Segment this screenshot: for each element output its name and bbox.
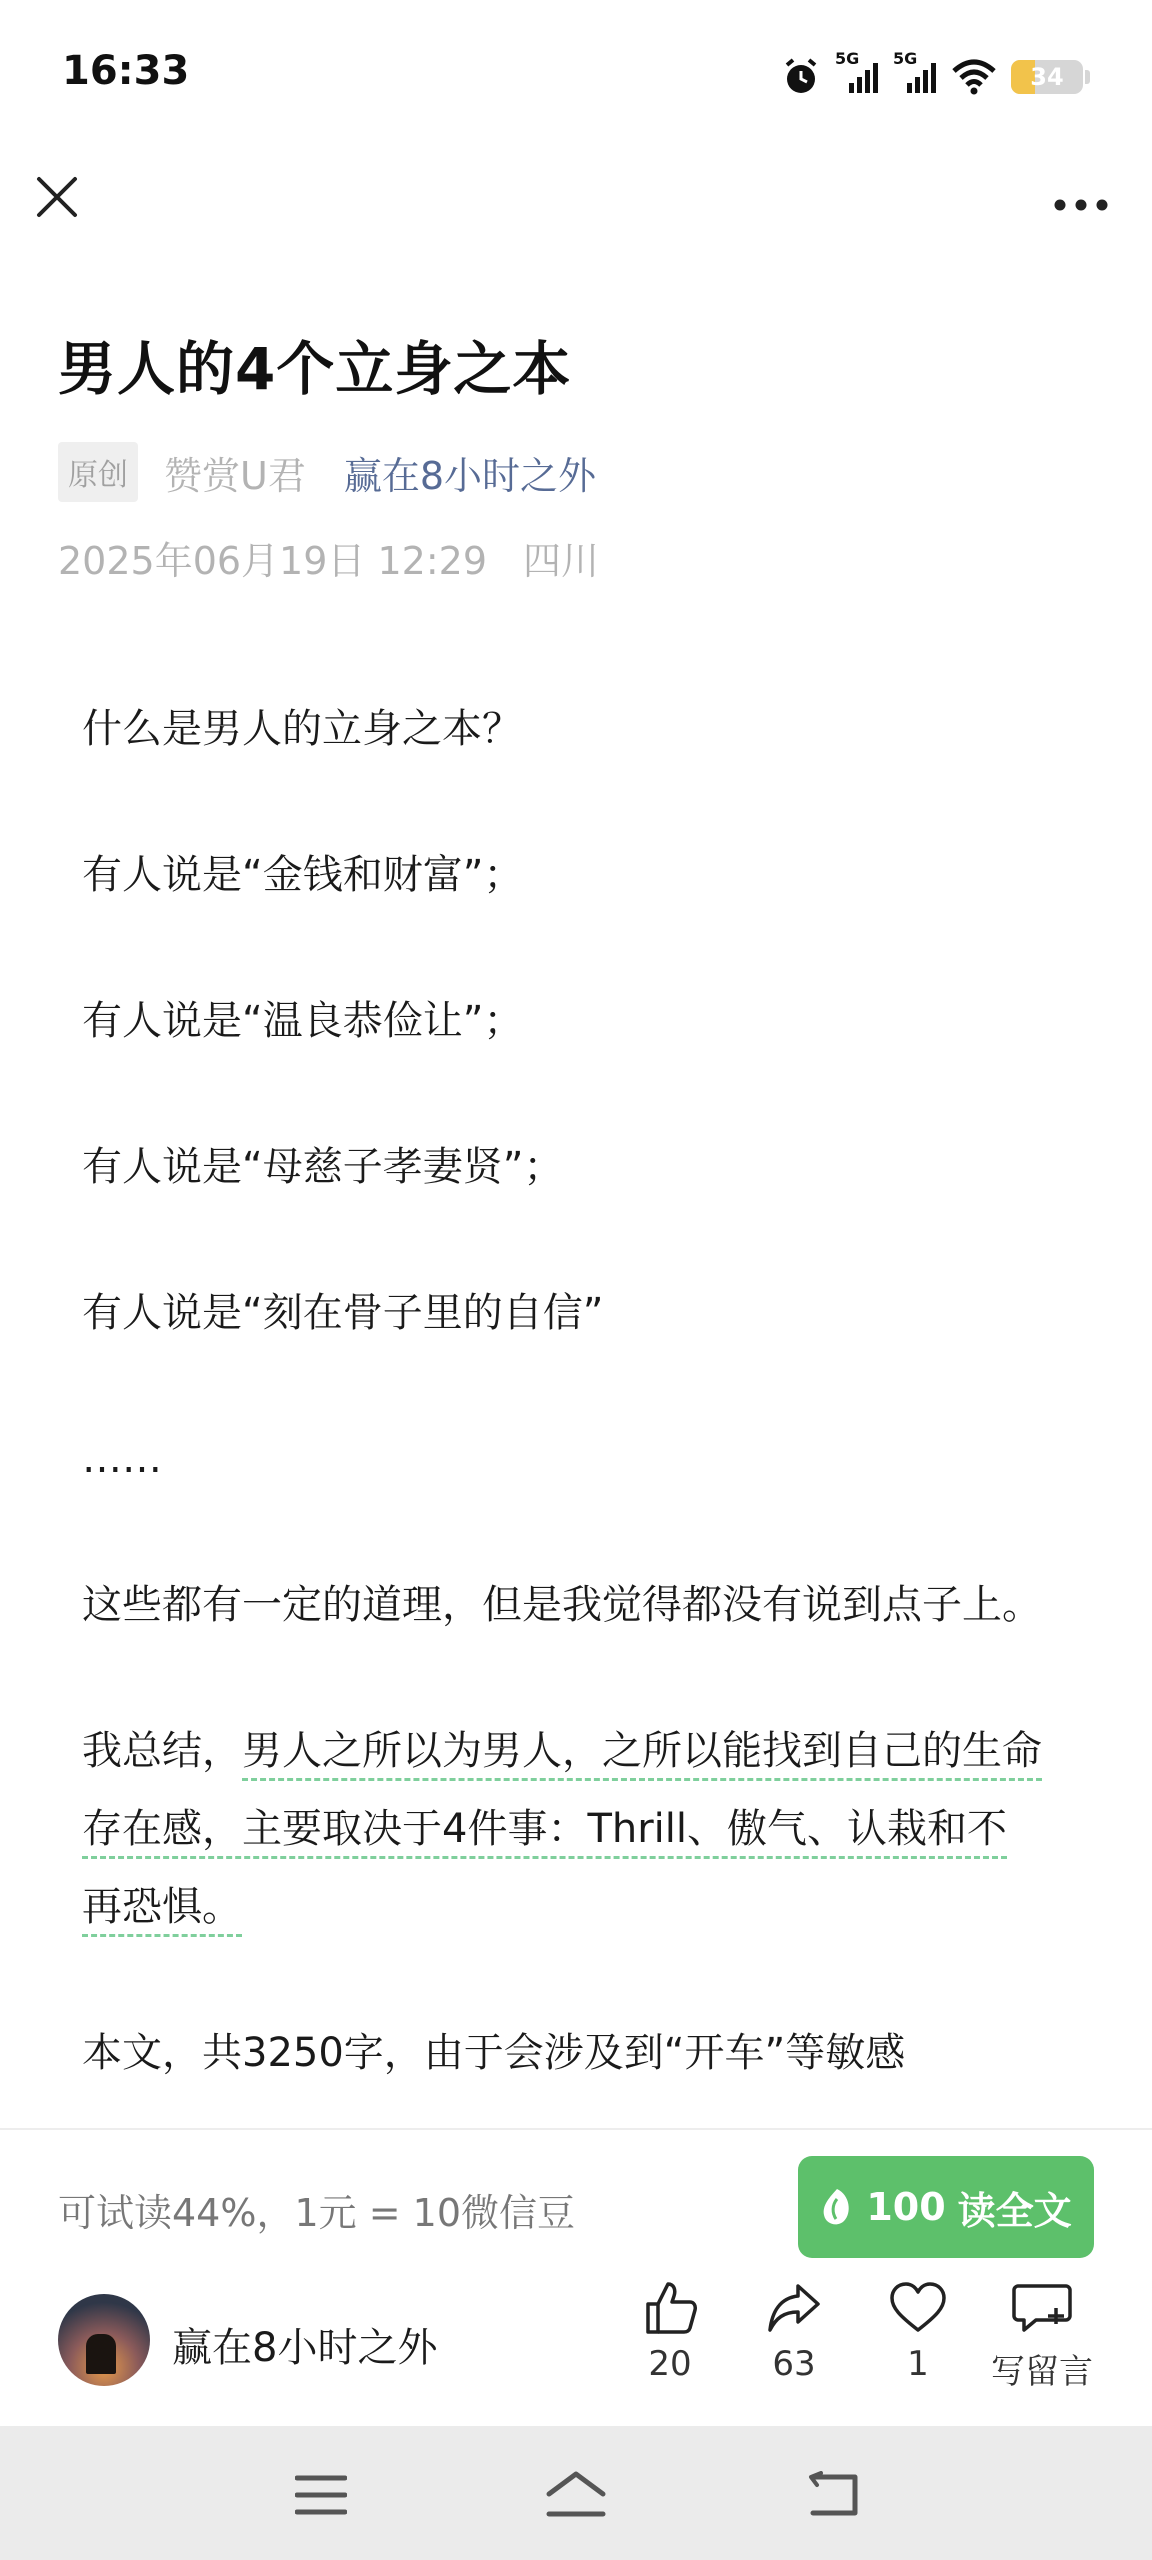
paragraph: 有人说是“温良恭俭让”；	[82, 998, 524, 1044]
share-button[interactable]	[734, 2278, 854, 2384]
close-button[interactable]	[32, 172, 82, 222]
wechat-bean-icon	[820, 2187, 854, 2227]
share-icon	[764, 2278, 824, 2338]
publish-date: 2025年06月19日 12:29	[58, 539, 488, 583]
original-badge: 原创	[58, 442, 138, 502]
underlined-highlight[interactable]: 男人之所以为男人，之所以能找到自己的生命存在感，主要取决于4件事：Thrill、傲气、认栽和不再恐惧。	[82, 1728, 1042, 1930]
battery-tip	[1085, 70, 1090, 84]
more-button[interactable]	[1046, 180, 1116, 230]
menu-button[interactable]	[286, 2460, 356, 2530]
article-title: 男人的4个立身之本	[58, 335, 572, 403]
paragraph: 有人说是“母慈子孝妻贤”；	[82, 1144, 564, 1190]
like-count: 20	[648, 2344, 692, 2384]
paragraph: 这些都有一定的道理，但是我觉得都没有说到点子上。	[82, 1582, 1042, 1628]
account-avatar[interactable]	[58, 2294, 150, 2386]
signal-5g-icon	[893, 49, 937, 95]
read-full-button[interactable]	[798, 2156, 1094, 2258]
paragraph: 有人说是“金钱和财富”；	[82, 852, 524, 898]
share-count: 63	[772, 2344, 816, 2384]
battery-icon	[1011, 60, 1090, 94]
heart-icon	[888, 2278, 948, 2338]
read-label: 读全文	[957, 2188, 1072, 2233]
publish-info	[58, 530, 599, 585]
author-name: 赞赏U君	[164, 453, 306, 498]
publish-location: 四川	[523, 539, 600, 583]
signal-5g-icon	[835, 49, 879, 95]
article-body	[82, 690, 1042, 2130]
article-action-bar	[0, 2278, 1152, 2426]
comment-button[interactable]	[982, 2278, 1102, 2393]
status-time: 16:33	[62, 48, 190, 94]
status-bar	[0, 0, 1152, 150]
thumbs-up-icon	[640, 2278, 700, 2338]
like-button[interactable]	[610, 2278, 730, 2384]
content-fade	[82, 2090, 1042, 2130]
signal-label: 5G	[835, 49, 860, 68]
back-button[interactable]	[798, 2460, 868, 2530]
price: 100	[866, 2185, 946, 2229]
back-icon	[805, 2471, 861, 2519]
comment-label: 写留言	[991, 2352, 1093, 2392]
home-button[interactable]	[541, 2460, 611, 2530]
avatar-image	[86, 2334, 116, 2374]
close-icon	[35, 175, 79, 219]
system-nav-bar	[0, 2426, 1152, 2560]
comment-icon	[1010, 2278, 1074, 2338]
more-icon	[1053, 198, 1109, 212]
summary-prefix: 我总结，	[82, 1728, 242, 1774]
footer-account-name[interactable]: 赢在8小时之外	[172, 2325, 438, 2371]
account-link[interactable]: 赢在8小时之外	[343, 453, 597, 498]
status-icons	[781, 49, 1090, 102]
article-meta	[58, 442, 596, 502]
menu-icon	[295, 2474, 347, 2516]
favorite-button[interactable]	[858, 2278, 978, 2384]
paragraph: 什么是男人的立身之本？	[82, 706, 522, 752]
wifi-icon	[951, 59, 997, 95]
paywall-bar	[0, 2128, 1152, 2278]
paragraph-truncated: 本文，共3250字，由于会涉及到“开车”等敏感	[82, 2030, 906, 2076]
paragraph: 有人说是“刻在骨子里的自信”	[82, 1290, 604, 1336]
signal-label: 5G	[893, 49, 918, 68]
trial-info: 可试读44%，1元 = 10微信豆	[58, 2191, 575, 2235]
summary-paragraph	[82, 1712, 1042, 1946]
home-icon	[545, 2470, 607, 2520]
favorite-count: 1	[907, 2344, 929, 2384]
battery-level: 34	[1030, 63, 1064, 91]
alarm-icon	[781, 57, 821, 97]
paragraph: ……	[82, 1436, 162, 1482]
battery-body	[1011, 60, 1083, 94]
